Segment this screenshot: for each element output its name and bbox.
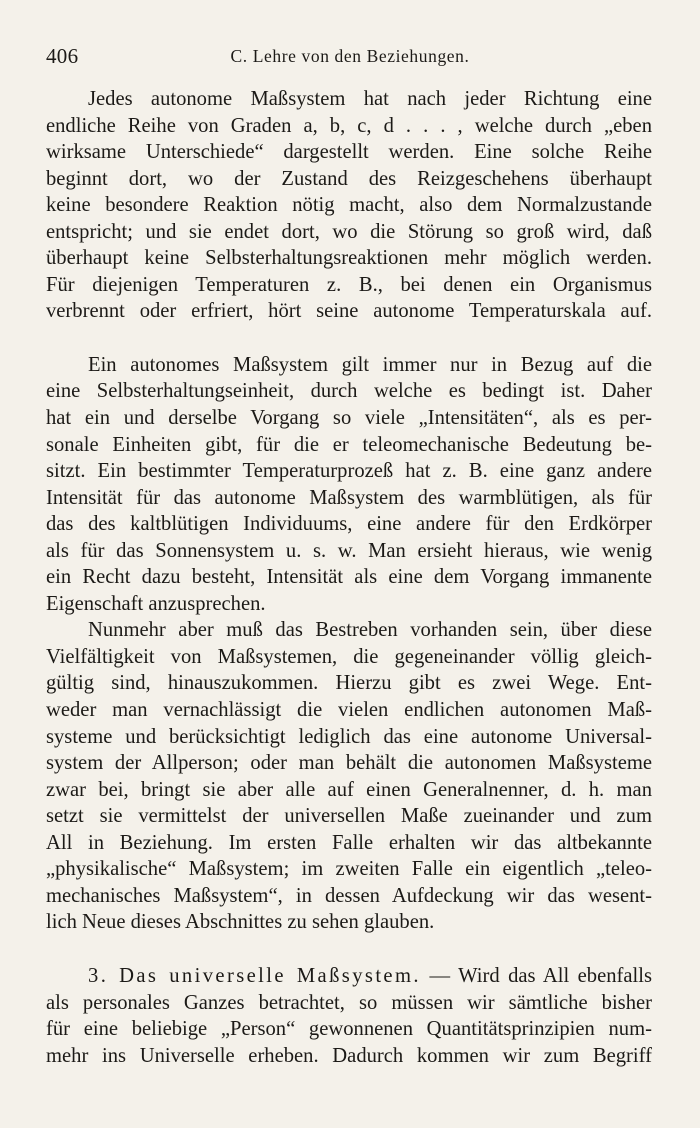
text-line: system der Allperson; oder man behält die autonomen Maßsysteme — [46, 752, 652, 775]
text-line: Für diejenigen Temperaturen z. B., bei denen ein Organismus — [46, 273, 652, 296]
paragraph-gap — [46, 325, 652, 352]
page-number: 406 — [46, 44, 79, 68]
text-line: keine besondere Reaktion nötig macht, also dem Normalzustande — [46, 194, 652, 217]
text-line: gültig sind, hinauszukommen. Hierzu gibt es zwei Wege. Ent- — [46, 672, 652, 695]
text-line: Nunmehr aber muß das Bestreben vorhanden sein, über diese — [88, 619, 652, 642]
text-line: Eigenschaft anzusprechen. — [46, 592, 266, 615]
text-line: entspricht; und sie endet dort, wo die Störung so groß wird, daß — [46, 220, 652, 243]
paragraph-2 — [46, 352, 652, 617]
paragraph-gap — [46, 936, 652, 963]
text-line: Ein autonomes Maßsystem gilt immer nur in Bezug auf die — [88, 353, 652, 376]
text-run: — Wird das All ebenfalls — [429, 964, 652, 987]
text-line: eine Selbsterhaltungseinheit, durch welche es bedingt ist. Daher — [46, 380, 652, 403]
text-line: als für das Sonnensystem u. s. w. Man ersieht hieraus, wie wenig — [46, 539, 652, 562]
text-line — [46, 963, 652, 990]
paragraph-3 — [46, 617, 652, 936]
text-line: verbrennt oder erfriert, hört seine autonome Temperaturskala auf. — [46, 300, 652, 323]
text-line: wirksame Unterschiede“ dargestellt werden. Eine solche Reihe — [46, 141, 652, 164]
text-line: lich Neue dieses Abschnittes zu sehen glauben. — [46, 911, 435, 934]
text-line: Intensität für das autonome Maßsystem des warmblütigen, als für — [46, 486, 652, 509]
page-header — [46, 44, 654, 72]
text-line: sonale Einheiten gibt, für die er teleomechanische Bedeutung be- — [46, 433, 652, 456]
text-line: mehr ins Universelle erheben. Dadurch kommen wir zum Begriff — [46, 1044, 652, 1067]
text-line: das des kaltblütigen Individuums, eine andere für den Erdkörper — [46, 513, 652, 536]
text-line: Jedes autonome Maßsystem hat nach jeder Richtung eine — [88, 88, 652, 110]
text-line: als personales Ganzes betrachtet, so müssen wir sämtliche bisher — [46, 991, 652, 1014]
text-line: für eine beliebige „Person“ gewonnenen Quantitätsprinzipien num- — [46, 1018, 652, 1041]
text-line: „physikalische“ Maßsystem; im zweiten Falle ein eigentlich „teleo- — [46, 858, 652, 881]
text-line: zwar bei, bringt sie aber alle auf einen Generalnenner, d. h. man — [46, 778, 652, 801]
running-head: C. Lehre von den Beziehungen. — [230, 46, 470, 66]
text-line: systeme und berücksichtigt lediglich das eine autonome Universal- — [46, 725, 652, 748]
text-line: Vielfältigkeit von Maßsystemen, die gegeneinander völlig gleich- — [46, 645, 652, 668]
section-heading: 3. Das universelle Maßsystem. — [88, 964, 421, 987]
text-line: weder man vernachlässigt die vielen endlichen autonomen Maß- — [46, 699, 652, 722]
text-line: hat ein und derselbe Vorgang so viele „Intensitäten“, als es per- — [46, 407, 652, 430]
text-line: ein Recht dazu besteht, Intensität als eine dem Vorgang immanente — [46, 566, 652, 589]
text-line: beginnt dort, wo der Zustand des Reizgeschehens überhaupt — [46, 167, 652, 190]
paragraph-1 — [46, 86, 652, 325]
text-line: mechanisches Maßsystem“, in dessen Aufdeckung wir das wesent- — [46, 884, 652, 907]
body-text — [46, 86, 652, 1069]
paragraph-4 — [46, 963, 652, 1069]
text-line: sitzt. Ein bestimmter Temperaturprozeß hat z. B. eine ganz andere — [46, 460, 652, 483]
text-line: All in Beziehung. Im ersten Falle erhalten wir das altbekannte — [46, 831, 652, 854]
text-line: endliche Reihe von Graden a, b, c, d . . . , welche durch „eben — [46, 114, 652, 137]
text-line: setzt sie vermittelst der universellen Maße zueinander und zum — [46, 805, 652, 828]
text-line: überhaupt keine Selbsterhaltungsreaktionen mehr möglich werden. — [46, 247, 652, 270]
